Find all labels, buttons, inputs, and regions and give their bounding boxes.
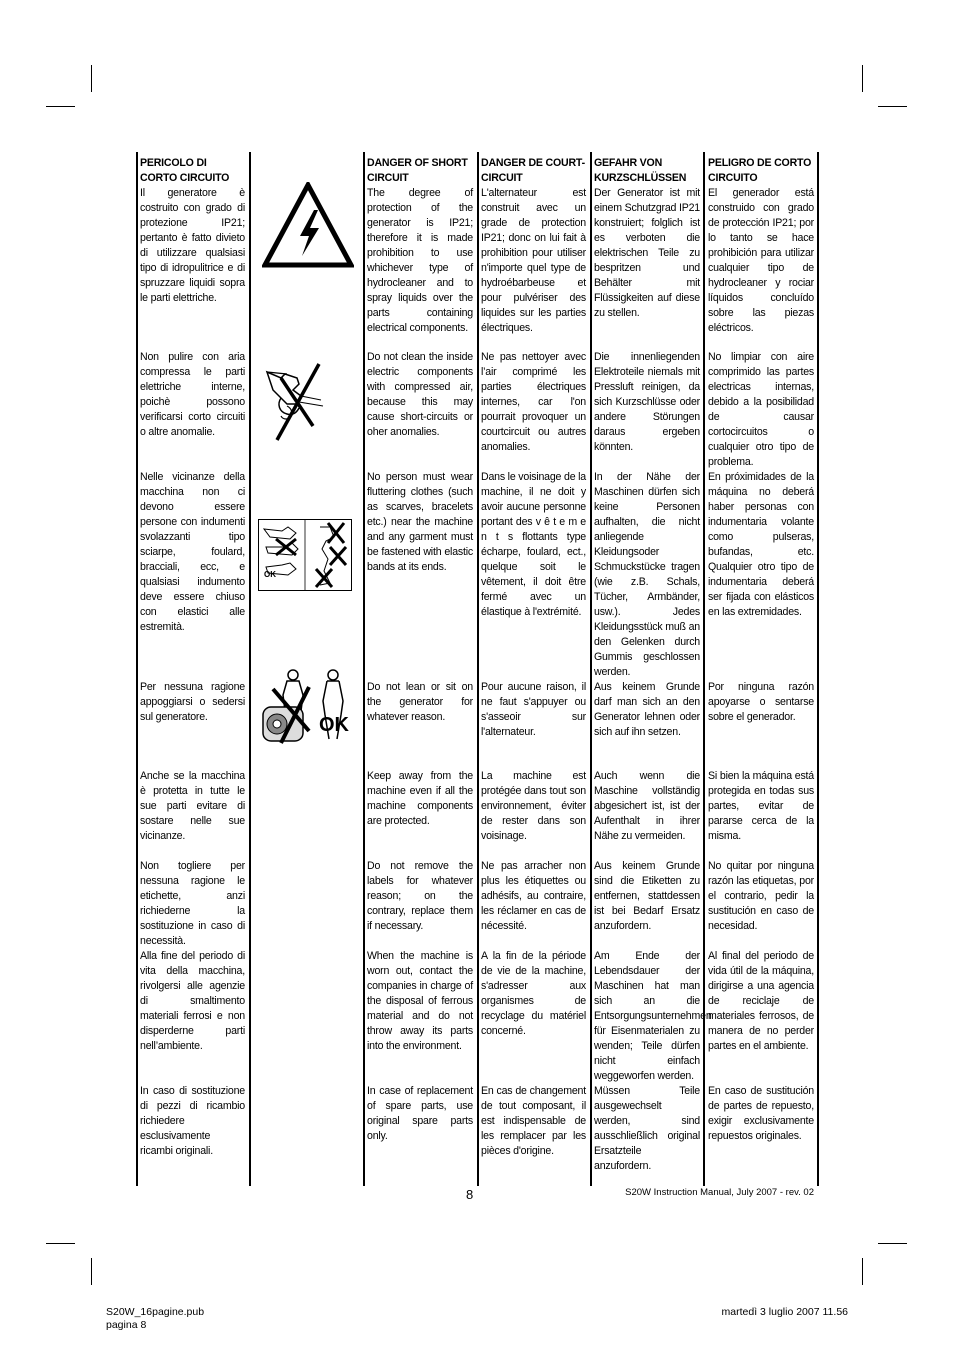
de-block-5 — [594, 769, 700, 844]
column-rule — [363, 152, 365, 1186]
en-block-1 — [367, 156, 473, 336]
it-text-7: Alla fine del periodo di vita della macchina, rivolgersi alle agenzie di smaltimento materiali ferrosi e non disperderne parti nell’ambiente. — [140, 950, 245, 1052]
fr-block-4 — [481, 680, 586, 740]
fr-block-8 — [481, 1084, 586, 1159]
fr-block-7 — [481, 949, 586, 1039]
de-block-2 — [594, 350, 700, 455]
es-block-2 — [708, 350, 814, 470]
crop-mark — [862, 1258, 863, 1285]
es-text-8: En caso de sustitución de partes de repuesto, exigir exclusivamente repuestos originales. — [708, 1085, 814, 1142]
it-block-5 — [140, 769, 245, 844]
crop-mark — [46, 1243, 75, 1244]
en-block-7 — [367, 949, 473, 1054]
de-block-6 — [594, 859, 700, 934]
it-block-1 — [140, 156, 245, 306]
de-block-8 — [594, 1084, 700, 1174]
es-text-1: El generador está construido con grado de protección IP21; por lo tanto se hace prohibición para utilizar cualquier tipo de hydrocleaner y rociar líquidos concluído sobre las piezas eléctricos. — [708, 187, 814, 334]
en-text-7: When the machine is worn out, contact the companies in charge of the disposal of ferrous material and do not throw away its parts into the environment. — [367, 950, 473, 1052]
it-block-8 — [140, 1084, 245, 1159]
de-text-1: Der Generator ist mit einem Schutzgrad IP21 konstruiert; folglich ist es verboten die elektrischen Teile zu bespritzen und Behälter mit Flüssigkeiten auf diese zu stellen. — [594, 187, 700, 319]
column-rule — [136, 152, 138, 1186]
column-rule — [817, 152, 819, 1186]
page-number: 8 — [466, 1187, 474, 1202]
slug-file-name: S20W_16pagine.pub — [106, 1306, 205, 1318]
de-text-8: Müssen Teile ausgewechselt werden, sind ausschließlich original Ersatzteile anzufordern. — [594, 1085, 700, 1172]
fr-text-4: Pour aucune raison, il ne faut s'appuyer ou s'asseoir sur l'alternateur. — [481, 681, 586, 738]
column-rule — [249, 152, 251, 1186]
column-rule — [477, 152, 479, 1186]
en-block-4 — [367, 680, 473, 725]
it-text-4: Per nessuna ragione appoggiarsi o sedersi sul generatore. — [140, 681, 245, 723]
en-heading: DANGER OF SHORT CIRCUIT — [367, 157, 468, 184]
it-block-2 — [140, 350, 245, 440]
crop-mark — [862, 65, 863, 92]
fr-text-6: Ne pas arracher non plus les étiquettes ou adhésifs, au contraire, les réclamer en cas de nécessité. — [481, 860, 586, 932]
column-rule — [703, 152, 705, 1186]
it-text-2: Non pulire con aria compressa le parti elettriche interne, poichè possono verificarsi corto circuiti o altre anomalie. — [140, 351, 245, 438]
es-block-1 — [708, 156, 814, 336]
fr-text-1: L'alternateur est construit avec un grade de protection IP21; donc on lui fait à prohibition pour utiliser n'importe quel type de hydroébarbeuse et pour pulvériser des liquides sur les parties électriques. — [481, 187, 586, 334]
loose-clothing-warning-icon — [258, 519, 352, 591]
es-text-7: Al final del periodo de vida útil de la máquina, dirigirse a una agencia de reciclaje de materiales ferrosos, de manera de no perder partes en el ambiente. — [708, 950, 814, 1052]
fr-text-5: La machine est protégée dans tout son environnement, éviter de rester dans son voisinage. — [481, 770, 586, 842]
slug-page: pagina 8 — [106, 1319, 147, 1331]
high-voltage-warning-icon — [262, 182, 354, 268]
it-text-8: In caso di sostituzione di pezzi di ricambio richiedere esclusivamente ricambi originali. — [140, 1085, 245, 1157]
en-text-5: Keep away from the machine even if all the machine components are protected. — [367, 770, 473, 827]
es-text-2: No limpiar con aire comprimido las partes electricas internas, debido a la posibilidad de causar cortocircuitos o cualquier otro tipo de problema. — [708, 351, 814, 468]
crop-mark — [46, 106, 75, 107]
crop-mark — [878, 106, 907, 107]
crop-mark — [878, 1243, 907, 1244]
de-block-1 — [594, 156, 700, 321]
it-text-3: Nelle vicinanze della macchina non ci devono essere persone con indumenti svolazzanti tipo sciarpe, foulard, bracciali, ecc, e qualsiasi indumento deve essere chiuso con elastici alle estremità. — [140, 471, 245, 633]
en-text-4: Do not lean or sit on the generator for whatever reason. — [367, 681, 473, 723]
de-text-4: Aus keinem Grunde darf man sich an den Generator lehnen oder sich auf ihn setzen. — [594, 681, 700, 738]
de-text-6: Aus keinem Grunde sind die Etiketten zu entfernen, stattdessen ist bei Bedarf Ersatz anzufordern. — [594, 860, 700, 932]
it-block-6 — [140, 859, 245, 949]
it-heading: PERICOLO DI CORTO CIRCUITO — [140, 157, 230, 184]
fr-text-3: Dans le voisinage de la machine, il ne doit y avoir aucune personne portant des v ê t e m e n t s flottants type écharpe, foulard, ect., quelque soit le vêtement, il doit être fermé avec un élastique à l'extrémité. — [481, 471, 586, 618]
manual-reference: S20W Instruction Manual, July 2007 - rev. 02 — [625, 1187, 814, 1198]
fr-text-7: A la fin de la période de vie de la machine, s'adresser aux organismes de recyclage du matériel concerné. — [481, 950, 586, 1037]
no-compressed-air-icon — [263, 360, 329, 444]
it-text-6: Non togliere per nessuna ragione le etichette, anzi richiederne la sostituzione in caso di necessità. — [140, 860, 245, 947]
en-block-6 — [367, 859, 473, 934]
slug-date: martedì 3 luglio 2007 11.56 — [721, 1306, 848, 1318]
it-block-7 — [140, 949, 245, 1054]
it-block-4 — [140, 680, 245, 725]
de-text-3: In der Nähe der Maschinen dürfen sich keine Personen aufhalten, die nicht anliegende Kleidungsoder Schmuckstücke tragen (wie z.B. Schals, Tücher, Armbänder, usw.). Jedes Kleidungsstück muß an den Gelenken durch Gummis geschlossen werden. — [594, 471, 700, 678]
de-text-2: Die innenliegenden Elektroteile niemals mit Pressluft reinigen, da sich Kurzschlüsse oder andere Störungen daraus ergeben könnten. — [594, 351, 700, 453]
en-block-3 — [367, 470, 473, 575]
crop-mark — [91, 1258, 92, 1285]
es-block-3 — [708, 470, 814, 620]
slug-file — [106, 1306, 204, 1332]
es-heading: PELIGRO DE CORTO CIRCUITO — [708, 157, 812, 184]
fr-block-1 — [481, 156, 586, 336]
es-text-6: No quitar por ninguna razón las etiquetas, por el contrario, pedir la sustitución en caso de necesidad. — [708, 860, 814, 932]
fr-heading: DANGER DE COURT-CIRCUIT — [481, 157, 585, 184]
en-block-5 — [367, 769, 473, 829]
it-text-5: Anche se la macchina è protetta in tutte le sue parti evitare di sostare nelle sue vicinanze. — [140, 770, 245, 842]
es-text-3: En próximidades de la máquina no deberá haber personas con indumentaria volante como pulseras, bufandas, etc. Qualquier otro tipo de indumentaria deberá ser fijada con elásticos en las extremidades. — [708, 471, 814, 618]
ok-small-label: OK — [264, 570, 276, 579]
fr-block-2 — [481, 350, 586, 455]
de-block-3 — [594, 470, 700, 680]
es-block-7 — [708, 949, 814, 1054]
it-text-1: Il generatore è costruito con grado di protezione IP21; pertanto è fatto divieto di utilizzare qualsiasi tipo di idropulitrice e di spruzzare liquidi sopra le parti elettriche. — [140, 187, 245, 304]
es-text-4: Por ninguna razón apoyarse o sentarse sobre el generador. — [708, 681, 814, 723]
de-text-7: Am Ende der Lebendsdauer der Maschinen hat man sich an die Entsorgungsunternehmen für Eisenmaterialen zu wenden; Teile dürfen nicht einfach weggeworfen werden. — [594, 950, 712, 1082]
fr-text-8: En cas de changement de tout composant, il est indispensable de les remplacer par les pièces d'origine. — [481, 1085, 586, 1157]
de-heading: GEFAHR VON KURZSCHLÜSSEN — [594, 157, 687, 184]
es-block-6 — [708, 859, 814, 934]
en-text-6: Do not remove the labels for whatever reason; on the contrary, replace them if necessary. — [367, 860, 473, 932]
en-block-2 — [367, 350, 473, 440]
en-text-2: Do not clean the inside electric components with compressed air, because this may cause short-circuits or oher anomalies. — [367, 351, 473, 438]
fr-text-2: Ne pas nettoyer avec l’air comprimé les parties électriques internes, car l'on pourrait provoquer un courtcircuit ou autres anomalies. — [481, 351, 586, 453]
en-text-8: In case of replacement of spare parts, use original spare parts only. — [367, 1085, 473, 1142]
fr-block-6 — [481, 859, 586, 934]
ok-label: OK — [319, 714, 349, 736]
en-text-3: No person must wear fluttering clothes (such as scarves, bracelets etc.) near the machine and any garment must be fastened with elastic bands at its ends. — [367, 471, 473, 573]
de-block-7 — [594, 949, 712, 1084]
es-text-5: Si bien la máquina está protegida en todas sus partes, evitar de pararse cerca de la misma. — [708, 770, 814, 842]
de-text-5: Auch wenn die Maschine vollständig abgesichert ist, ist der Aufenthalt in ihrer Nähe zu vermeiden. — [594, 770, 700, 842]
no-sitting-on-generator-icon — [259, 667, 355, 747]
es-block-5 — [708, 769, 814, 844]
it-block-3 — [140, 470, 245, 635]
fr-block-5 — [481, 769, 586, 844]
de-block-4 — [594, 680, 700, 740]
en-block-8 — [367, 1084, 473, 1144]
es-block-4 — [708, 680, 814, 725]
crop-mark — [91, 65, 92, 92]
en-text-1: The degree of protection of the generator is IP21; therefore it is made prohibition to use whichever type of hydrocleaner and to spray liquids over the parts containing electrical components. — [367, 187, 473, 334]
column-rule — [590, 152, 592, 1186]
fr-block-3 — [481, 470, 586, 620]
es-block-8 — [708, 1084, 814, 1144]
